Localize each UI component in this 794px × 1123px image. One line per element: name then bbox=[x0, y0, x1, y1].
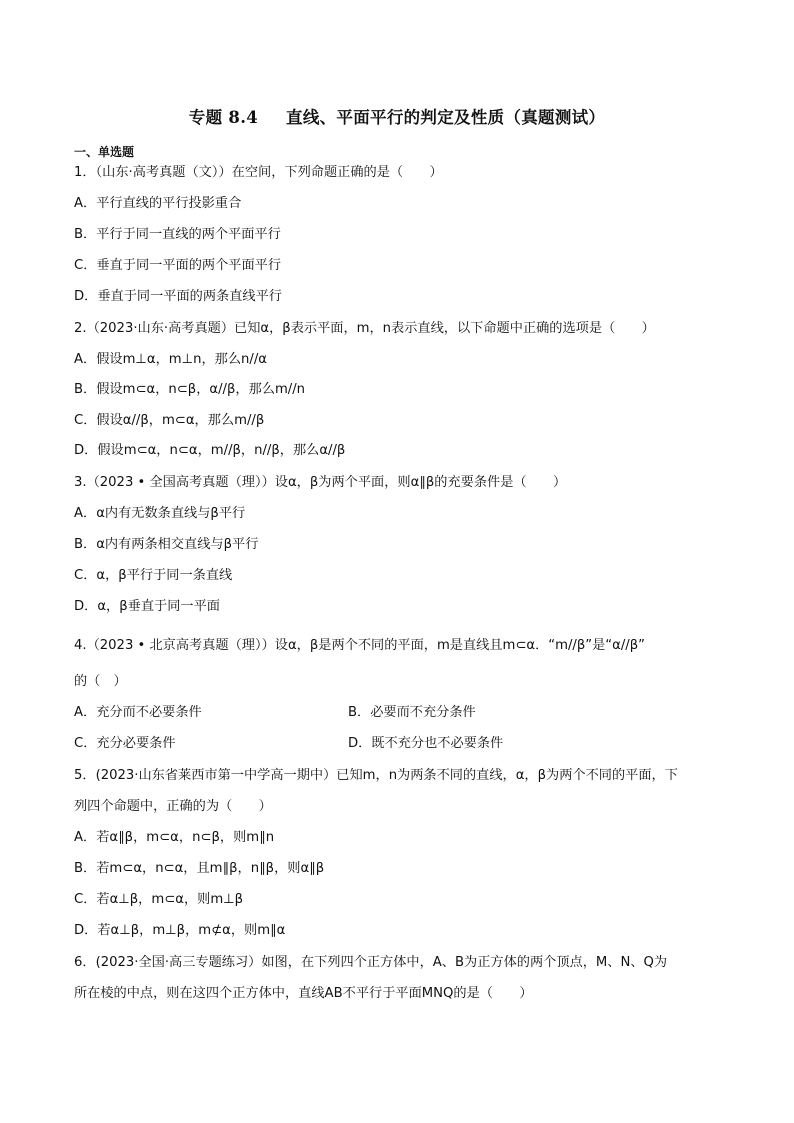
question-2-stem: 2.（2023·山东·高考真题）已知α，β表示平面，m，n表示直线，以下命题中正确的选项是（ ） bbox=[74, 321, 655, 336]
question-4-stem: 4.（2023 • 北京高考真题（理））设α，β是两个不同的平面，m是直线且m⊂α．“m//β”是“α//β” bbox=[74, 638, 645, 653]
title-text: 直线、平面平行的判定及性质（真题测试） bbox=[286, 108, 606, 127]
page-title bbox=[0, 104, 794, 128]
question-1-option-d: D．垂直于同一平面的两条直线平行 bbox=[74, 289, 282, 304]
question-2-option-c: C．假设α//β，m⊂α，那么m//β bbox=[74, 413, 265, 428]
question-3-stem: 3.（2023 • 全国高考真题（理））设α，β为两个平面，则α∥β的充要条件是（ ） bbox=[74, 475, 567, 490]
question-3-option-c: C．α，β平行于同一条直线 bbox=[74, 568, 233, 583]
question-1-stem: 1．（山东·高考真题（文））在空间，下列命题正确的是（ ） bbox=[74, 165, 443, 180]
question-5-option-b: B．若m⊂α，n⊂α，且m∥β，n∥β，则α∥β bbox=[74, 861, 325, 876]
question-5-option-d: D．若α⊥β，m⊥β，m⊄α，则m∥α bbox=[74, 923, 286, 938]
question-3-option-a: A．α内有无数条直线与β平行 bbox=[74, 506, 246, 521]
question-3-option-b: B．α内有两条相交直线与β平行 bbox=[74, 537, 259, 552]
question-2-option-b: B．假设m⊂α，n⊂β，α//β，那么m//n bbox=[74, 382, 306, 397]
question-3-option-d: D．α，β垂直于同一平面 bbox=[74, 599, 220, 614]
question-4-option-d: D．既不充分也不必要条件 bbox=[348, 736, 504, 751]
question-1-option-b: B．平行于同一直线的两个平面平行 bbox=[74, 227, 281, 242]
question-5-stem-continued: 列四个命题中，正确的为（ ） bbox=[74, 799, 272, 814]
question-1-option-c: C．垂直于同一平面的两个平面平行 bbox=[74, 258, 282, 273]
question-5-stem: 5．(2023·山东省莱西市第一中学高一期中）已知m，n为两条不同的直线，α，β为两个不同的平面，下 bbox=[74, 768, 678, 783]
question-4-stem-continued: 的（ ） bbox=[74, 674, 127, 689]
question-2-option-d: D．假设m⊂α，n⊂α，m//β，n//β，那么α//β bbox=[74, 443, 346, 458]
question-6-stem-continued: 所在棱的中点，则在这四个正方体中，直线AB不平行于平面MNQ的是（ ） bbox=[74, 986, 533, 1001]
question-5-option-a: A．若α∥β，m⊂α，n⊂β，则m∥n bbox=[74, 830, 275, 845]
title-number: 专题 8.4 bbox=[188, 108, 259, 127]
question-6-stem: 6．(2023·全国·高三专题练习）如图，在下列四个正方体中，A、B为正方体的两个顶点，M、N、Q为 bbox=[74, 955, 668, 970]
question-4-option-c: C．充分必要条件 bbox=[74, 736, 176, 751]
question-4-option-b: B．必要而不充分条件 bbox=[348, 705, 476, 720]
question-1-option-a: A．平行直线的平行投影重合 bbox=[74, 196, 242, 211]
question-4-option-a: A．充分而不必要条件 bbox=[74, 705, 202, 720]
question-2-option-a: A．假设m⊥α，m⊥n，那么n//α bbox=[74, 352, 267, 367]
section-heading: 一、单选题 bbox=[74, 145, 135, 159]
question-5-option-c: C．若α⊥β，m⊂α，则m⊥β bbox=[74, 892, 244, 907]
